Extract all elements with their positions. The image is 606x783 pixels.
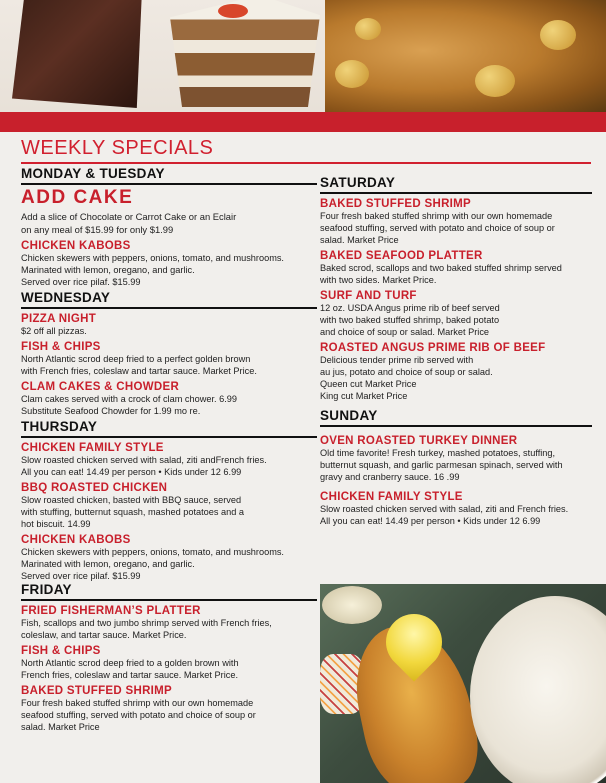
carrot-garnish-image	[218, 4, 248, 18]
hero-food-photo	[0, 0, 606, 112]
tartar-sauce-image	[322, 586, 382, 624]
item-desc-line: Chicken skewers with peppers, onions, tomato, and mushrooms.	[21, 253, 284, 263]
day-heading-thursday: THURSDAY	[21, 419, 317, 438]
item-title-baked-stuffed-shrimp: BAKED STUFFED SHRIMP	[21, 685, 173, 697]
sunday-section	[320, 408, 592, 527]
item-desc-line: with stuffing, butternut squash, mashed potatoes and a	[21, 507, 245, 517]
saturday-section	[320, 175, 592, 402]
item-title-baked-stuffed-shrimp: BAKED STUFFED SHRIMP	[320, 198, 472, 210]
item-desc-line: North Atlantic scrod deep fried to a perfect golden brown	[21, 354, 251, 364]
item-desc-line: King cut Market Price	[320, 391, 408, 401]
item-desc-line: with two baked stuffed shrimp, baked potato	[320, 315, 500, 325]
left-column	[21, 166, 317, 733]
item-desc-line: All you can eat! 14.49 per person • Kids under 12 6.99	[320, 516, 541, 526]
add-cake-heading: ADD CAKE	[21, 187, 134, 208]
day-heading-sunday: SUNDAY	[320, 408, 592, 427]
item-title-surf-and-turf: SURF AND TURF	[320, 290, 417, 302]
item-title-chicken-kabobs: CHICKEN KABOBS	[21, 240, 131, 252]
item-title-turkey-dinner: OVEN ROASTED TURKEY DINNER	[320, 435, 518, 447]
friday-section	[21, 582, 317, 733]
item-desc-line: salad. Market Price	[320, 235, 399, 245]
item-desc-line: seafood stuffing, served with potato and choice of soup or	[320, 223, 555, 233]
item-desc-line: $2 off all pizzas.	[21, 326, 87, 336]
item-desc-line: Slow roasted chicken served with salad, ziti and French fries.	[320, 504, 569, 514]
item-title-fish-chips: FISH & CHIPS	[21, 341, 101, 353]
day-heading-saturday: SATURDAY	[320, 175, 592, 194]
item-desc-line: Four fresh baked stuffed shrimp with our own homemade	[320, 211, 553, 221]
item-desc-line: seafood stuffing, served with potato and choice of soup or	[21, 710, 256, 720]
page-title: WEEKLY SPECIALS	[21, 137, 214, 159]
item-desc-line: Delicious tender prime rib served with	[320, 355, 474, 365]
item-desc-line: Fish, scallops and two jumbo shrimp served with French fries,	[21, 618, 272, 628]
item-desc-line: All you can eat! 14.49 per person • Kids under 12 6.99	[21, 467, 242, 477]
item-desc-line: Chicken skewers with peppers, onions, tomato, and mushrooms.	[21, 547, 284, 557]
item-desc-line: Slow roasted chicken served with salad, ziti andFrench fries.	[21, 455, 267, 465]
item-title-chicken-kabobs: CHICKEN KABOBS	[21, 534, 131, 546]
item-desc-line: North Atlantic scrod deep fried to a golden brown with	[21, 658, 239, 668]
item-title-baked-seafood-platter: BAKED SEAFOOD PLATTER	[320, 250, 483, 262]
item-title-clam-cakes: CLAM CAKES & CHOWDER	[21, 381, 180, 393]
item-desc-line: Clam cakes served with a crock of clam chower. 6.99	[21, 394, 237, 404]
item-title-fishermans-platter: FRIED FISHERMAN’S PLATTER	[21, 605, 201, 617]
wednesday-section	[21, 290, 317, 417]
item-desc-line: Marinated with lemon, oregano, and garlic.	[21, 265, 195, 275]
monday-tuesday-section	[21, 166, 317, 288]
item-title-fish-chips: FISH & CHIPS	[21, 645, 101, 657]
chowder-bowl-image	[470, 596, 606, 783]
item-desc-line: 12 oz. USDA Angus prime rib of beef served	[320, 303, 500, 313]
item-title-pizza-night: PIZZA NIGHT	[21, 313, 97, 325]
day-heading-monday-tuesday: MONDAY & TUESDAY	[21, 166, 317, 185]
item-desc-line: salad. Market Price	[21, 722, 100, 732]
fish-chowder-photo	[320, 584, 606, 783]
item-desc-line: au jus, potato and choice of soup or salad.	[320, 367, 493, 377]
red-banner	[0, 112, 606, 132]
day-heading-wednesday: WEDNESDAY	[21, 290, 317, 309]
item-desc-line: Substitute Seafood Chowder for 1.99 mo re.	[21, 406, 201, 416]
chocolate-cake-image	[12, 0, 142, 108]
item-desc-line: with two sides. Market Price.	[320, 275, 437, 285]
item-desc-line: butternut squash, and garlic parmesan spinach, served with	[320, 460, 563, 470]
item-title-prime-rib: ROASTED ANGUS PRIME RIB OF BEEF	[320, 342, 546, 354]
roast-chicken-image	[325, 0, 606, 112]
item-desc-line: Baked scrod, scallops and two baked stuffed shrimp served	[320, 263, 562, 273]
item-desc-line: Slow roasted chicken, basted with BBQ sauce, served	[21, 495, 242, 505]
item-desc-line: Marinated with lemon, oregano, and garlic.	[21, 559, 195, 569]
item-desc-line: coleslaw, and tartar sauce. Market Price.	[21, 630, 187, 640]
add-cake-desc-line: Add a slice of Chocolate or Carrot Cake or an Eclair	[21, 211, 237, 222]
day-heading-friday: FRIDAY	[21, 582, 317, 601]
item-desc-line: and choice of soup or salad. Market Price	[320, 327, 490, 337]
item-desc-line: with French fries, coleslaw and tartar sauce. Market Price.	[21, 366, 257, 376]
add-cake-desc-line: on any meal of $15.99 for only $1.99	[21, 223, 174, 235]
item-desc-line: Served over rice pilaf. $15.99	[21, 277, 141, 287]
item-desc-line: hot biscuit. 14.99	[21, 519, 91, 529]
carrot-cake-image	[170, 0, 320, 107]
item-desc-line: gravy and cranberry sauce. 16 .99	[320, 472, 460, 482]
thursday-section	[21, 419, 317, 582]
item-title-chicken-family-style: CHICKEN FAMILY STYLE	[21, 442, 164, 454]
right-column	[320, 175, 592, 527]
title-divider	[21, 162, 591, 164]
item-title-chicken-family-style: CHICKEN FAMILY STYLE	[320, 491, 463, 503]
item-desc-line: French fries, coleslaw and tartar sauce. Market Price.	[21, 670, 239, 680]
item-title-bbq-roasted-chicken: BBQ ROASTED CHICKEN	[21, 482, 168, 494]
item-desc-line: Four fresh baked stuffed shrimp with our own homemade	[21, 698, 254, 708]
item-desc-line: Served over rice pilaf. $15.99	[21, 571, 141, 581]
item-desc-line: Old time favorite! Fresh turkey, mashed potatoes, stuffing,	[320, 448, 556, 458]
item-desc-line: Queen cut Market Price	[320, 379, 417, 389]
